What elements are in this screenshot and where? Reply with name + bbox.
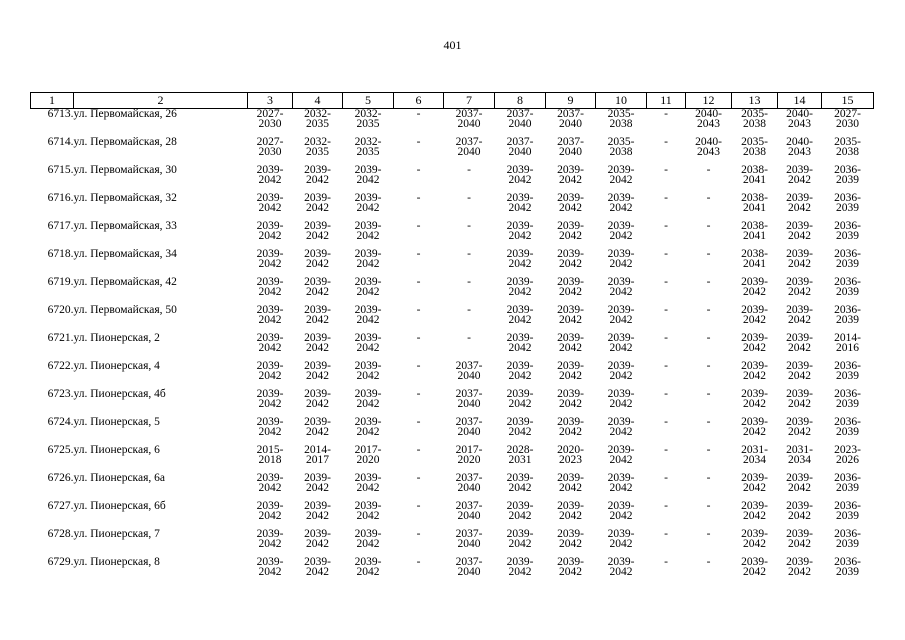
value-cell: - [664, 276, 668, 288]
value-cell: 2039- 2042 [607, 220, 635, 242]
column-header: 7 [444, 93, 495, 109]
value-cell: 2036- 2039 [834, 388, 861, 410]
value-cell: - [706, 500, 711, 512]
value-cell: 2039- 2042 [304, 528, 331, 550]
value-cell: 2039- 2042 [786, 164, 813, 186]
value-cell: 2020- 2023 [557, 444, 584, 466]
value-cell: 2027- 2030 [256, 108, 284, 130]
value-cell: 2039- 2042 [354, 304, 382, 326]
value-cell: - [664, 220, 668, 232]
value-cell: 2039- 2042 [304, 388, 331, 410]
value-cell: 2039- 2042 [506, 304, 534, 326]
value-cell: 2039- 2042 [786, 360, 813, 382]
row-number: 6718. [47, 248, 74, 260]
value-cell: 2039- 2042 [304, 248, 331, 270]
value-cell: 2037- 2040 [455, 108, 483, 130]
column-header: 3 [248, 93, 293, 109]
value-cell: 2039- 2042 [506, 416, 534, 438]
value-cell: 2040- 2043 [695, 108, 722, 130]
table-row [31, 221, 874, 249]
value-cell: 2032- 2035 [304, 108, 331, 130]
value-cell: 2032- 2035 [354, 108, 382, 130]
value-cell: 2037- 2040 [455, 388, 483, 410]
value-cell: 2039- 2042 [506, 332, 534, 354]
address-cell: ул. Пионерская, 2 [73, 332, 160, 344]
value-cell: - [664, 108, 668, 120]
value-cell: 2037- 2040 [455, 472, 483, 494]
value-cell: 2039- 2042 [354, 528, 382, 550]
address-cell: ул. Первомайская, 42 [73, 276, 177, 288]
value-cell: 2039- 2042 [354, 276, 382, 298]
value-cell: - [706, 444, 711, 456]
value-cell: 2039- 2042 [506, 248, 534, 270]
value-cell: 2039- 2042 [506, 556, 534, 578]
value-cell: 2035- 2038 [607, 136, 635, 158]
value-cell: 2036- 2039 [834, 500, 861, 522]
address-cell: ул. Первомайская, 32 [73, 192, 177, 204]
value-cell: 2039- 2042 [304, 276, 331, 298]
row-number: 6717. [47, 220, 74, 232]
value-cell: 2017- 2020 [455, 444, 483, 466]
value-cell: 2039- 2042 [304, 192, 331, 214]
value-cell: 2027- 2030 [834, 108, 861, 130]
address-cell: ул. Пионерская, 7 [73, 528, 160, 540]
value-cell: 2031- 2034 [786, 444, 813, 466]
value-cell: 2039- 2042 [256, 248, 284, 270]
column-header: 10 [596, 93, 647, 109]
value-cell: 2039- 2042 [557, 304, 584, 326]
value-cell: 2039- 2042 [304, 360, 331, 382]
value-cell: 2040- 2043 [786, 108, 813, 130]
value-cell: - [706, 164, 711, 176]
value-cell: - [664, 416, 668, 428]
value-cell: 2039- 2042 [354, 556, 382, 578]
value-cell: - [416, 528, 421, 540]
address-cell: ул. Пионерская, 6 [73, 444, 160, 456]
table-row [31, 417, 874, 445]
value-cell: - [416, 192, 421, 204]
value-cell: 2036- 2039 [834, 416, 861, 438]
value-cell: 2036- 2039 [834, 528, 861, 550]
value-cell: - [416, 108, 421, 120]
value-cell: 2036- 2039 [834, 220, 861, 242]
row-number: 6728. [47, 528, 74, 540]
row-number: 6722. [47, 360, 74, 372]
value-cell: 2039- 2042 [304, 416, 331, 438]
value-cell: - [664, 332, 668, 344]
table-row [31, 445, 874, 473]
row-number: 6720. [47, 304, 74, 316]
value-cell: 2039- 2042 [786, 528, 813, 550]
column-header: 15 [822, 93, 874, 109]
value-cell: - [706, 192, 711, 204]
value-cell: 2039- 2042 [607, 248, 635, 270]
value-cell: - [706, 528, 711, 540]
value-cell: 2039- 2042 [256, 528, 284, 550]
value-cell: 2037- 2040 [455, 416, 483, 438]
value-cell: 2037- 2040 [455, 556, 483, 578]
value-cell: - [416, 164, 421, 176]
value-cell: - [664, 388, 668, 400]
value-cell: - [706, 248, 711, 260]
row-number: 6714. [47, 136, 74, 148]
value-cell: 2039- 2042 [607, 276, 635, 298]
value-cell: 2039- 2042 [607, 444, 635, 466]
table-row [31, 249, 874, 277]
value-cell: - [416, 304, 421, 316]
value-cell: 2039- 2042 [256, 472, 284, 494]
value-cell: 2039- 2042 [354, 220, 382, 242]
value-cell: 2039- 2042 [607, 472, 635, 494]
value-cell: 2039- 2042 [256, 164, 284, 186]
value-cell: 2028- 2031 [506, 444, 534, 466]
value-cell: 2015- 2018 [256, 444, 284, 466]
value-cell: 2039- 2042 [607, 416, 635, 438]
value-cell: 2027- 2030 [256, 136, 284, 158]
value-cell: 2039- 2042 [354, 248, 382, 270]
value-cell: 2039- 2042 [786, 276, 813, 298]
value-cell: 2039- 2042 [256, 276, 284, 298]
value-cell: 2039- 2042 [741, 332, 768, 354]
value-cell: 2038- 2041 [741, 164, 768, 186]
value-cell: 2017- 2020 [354, 444, 382, 466]
value-cell: 2039- 2042 [304, 220, 331, 242]
value-cell: 2039- 2042 [557, 276, 584, 298]
value-cell: - [467, 248, 471, 260]
value-cell: 2039- 2042 [607, 332, 635, 354]
row-number: 6725. [47, 444, 74, 456]
value-cell: 2039- 2042 [304, 304, 331, 326]
value-cell: 2040- 2043 [695, 136, 722, 158]
value-cell: 2039- 2042 [256, 360, 284, 382]
address-cell: ул. Пионерская, 4 [73, 360, 160, 372]
value-cell: 2039- 2042 [786, 500, 813, 522]
value-cell: - [664, 164, 668, 176]
value-cell: 2039- 2042 [607, 360, 635, 382]
row-number: 6719. [47, 276, 74, 288]
value-cell: 2039- 2042 [786, 248, 813, 270]
value-cell: - [664, 192, 668, 204]
value-cell: 2038- 2041 [741, 248, 768, 270]
row-number: 6727. [47, 500, 74, 512]
value-cell: 2035- 2038 [741, 136, 768, 158]
value-cell: 2039- 2042 [354, 416, 382, 438]
value-cell: - [467, 276, 471, 288]
table-row [31, 165, 874, 193]
value-cell: - [416, 220, 421, 232]
value-cell: 2039- 2042 [354, 332, 382, 354]
column-header: 8 [495, 93, 546, 109]
value-cell: - [664, 304, 668, 316]
value-cell: - [467, 164, 471, 176]
value-cell: 2040- 2043 [786, 136, 813, 158]
value-cell: 2039- 2042 [256, 500, 284, 522]
address-cell: ул. Первомайская, 26 [73, 108, 177, 120]
value-cell: 2014- 2017 [304, 444, 331, 466]
value-cell: 2039- 2042 [607, 528, 635, 550]
value-cell: 2039- 2042 [557, 388, 584, 410]
address-cell: ул. Пионерская, 6б [73, 500, 166, 512]
value-cell: 2039- 2042 [741, 388, 768, 410]
value-cell: 2039- 2042 [786, 192, 813, 214]
value-cell: 2014- 2016 [834, 332, 861, 354]
row-number: 6723. [47, 388, 74, 400]
value-cell: 2039- 2042 [354, 388, 382, 410]
address-cell: ул. Пионерская, 5 [73, 416, 160, 428]
value-cell: 2036- 2039 [834, 304, 861, 326]
value-cell: 2035- 2038 [741, 108, 768, 130]
value-cell: 2039- 2042 [506, 500, 534, 522]
value-cell: 2039- 2042 [304, 332, 331, 354]
value-cell: 2037- 2040 [557, 136, 584, 158]
address-cell: ул. Пионерская, 8 [73, 556, 160, 568]
value-cell: 2039- 2042 [741, 304, 768, 326]
value-cell: 2035- 2038 [607, 108, 635, 130]
value-cell: 2036- 2039 [834, 472, 861, 494]
row-number: 6715. [47, 164, 74, 176]
value-cell: 2039- 2042 [557, 332, 584, 354]
column-header: 12 [686, 93, 732, 109]
value-cell: 2037- 2040 [455, 360, 483, 382]
value-cell: - [664, 444, 668, 456]
column-header: 9 [546, 93, 596, 109]
value-cell: 2039- 2042 [557, 164, 584, 186]
column-header: 5 [343, 93, 394, 109]
value-cell: - [706, 472, 711, 484]
value-cell: 2039- 2042 [607, 164, 635, 186]
value-cell: - [467, 192, 471, 204]
value-cell: 2039- 2042 [607, 500, 635, 522]
value-cell: - [416, 416, 421, 428]
value-cell: 2039- 2042 [557, 360, 584, 382]
table-row [31, 137, 874, 165]
value-cell: 2039- 2042 [741, 556, 768, 578]
value-cell: 2039- 2042 [256, 192, 284, 214]
row-number: 6729. [47, 556, 74, 568]
value-cell: 2039- 2042 [786, 416, 813, 438]
value-cell: 2039- 2042 [506, 164, 534, 186]
value-cell: 2037- 2040 [455, 528, 483, 550]
value-cell: 2039- 2042 [506, 220, 534, 242]
table-row [31, 389, 874, 417]
value-cell: - [664, 500, 668, 512]
value-cell: - [706, 276, 711, 288]
value-cell: - [416, 500, 421, 512]
value-cell: 2039- 2042 [256, 220, 284, 242]
table-row [31, 361, 874, 389]
value-cell: 2039- 2042 [506, 192, 534, 214]
value-cell: 2039- 2042 [557, 500, 584, 522]
column-header: 13 [732, 93, 778, 109]
address-cell: ул. Пионерская, 4б [73, 388, 166, 400]
value-cell: 2039- 2042 [607, 556, 635, 578]
value-cell: - [467, 220, 471, 232]
value-cell: - [664, 528, 668, 540]
value-cell: 2039- 2042 [256, 416, 284, 438]
address-cell: ул. Пионерская, 6а [73, 472, 165, 484]
value-cell: 2039- 2042 [786, 304, 813, 326]
value-cell: 2039- 2042 [506, 276, 534, 298]
value-cell: 2039- 2042 [557, 528, 584, 550]
value-cell: - [416, 248, 421, 260]
value-cell: - [706, 304, 711, 316]
address-cell: ул. Первомайская, 30 [73, 164, 177, 176]
table-row [31, 333, 874, 361]
value-cell: 2036- 2039 [834, 360, 861, 382]
value-cell: 2039- 2042 [304, 500, 331, 522]
value-cell: 2039- 2042 [354, 164, 382, 186]
value-cell: 2037- 2040 [557, 108, 584, 130]
table-row [31, 277, 874, 305]
value-cell: 2039- 2042 [506, 472, 534, 494]
row-number: 6713. [47, 108, 74, 120]
column-header: 1 [31, 93, 74, 109]
value-cell: 2039- 2042 [741, 360, 768, 382]
value-cell: - [664, 248, 668, 260]
value-cell: - [467, 304, 471, 316]
value-cell: 2039- 2042 [741, 276, 768, 298]
schedule-table [30, 92, 874, 585]
value-cell: - [706, 388, 711, 400]
value-cell: 2039- 2042 [354, 192, 382, 214]
value-cell: 2031- 2034 [741, 444, 768, 466]
value-cell: 2039- 2042 [607, 304, 635, 326]
value-cell: 2039- 2042 [786, 220, 813, 242]
value-cell: - [706, 556, 711, 568]
table-row [31, 557, 874, 585]
value-cell: - [416, 276, 421, 288]
value-cell: - [664, 360, 668, 372]
value-cell: - [416, 472, 421, 484]
value-cell: - [706, 220, 711, 232]
value-cell: - [664, 136, 668, 148]
value-cell: 2039- 2042 [557, 192, 584, 214]
table-row [31, 193, 874, 221]
value-cell: 2039- 2042 [256, 304, 284, 326]
value-cell: 2039- 2042 [256, 388, 284, 410]
value-cell: 2039- 2042 [506, 388, 534, 410]
value-cell: 2039- 2042 [304, 472, 331, 494]
value-cell: 2039- 2042 [557, 220, 584, 242]
value-cell: 2036- 2039 [834, 276, 861, 298]
value-cell: 2039- 2042 [354, 360, 382, 382]
value-cell: 2038- 2041 [741, 220, 768, 242]
row-number: 6716. [47, 192, 74, 204]
value-cell: 2038- 2041 [741, 192, 768, 214]
value-cell: - [416, 332, 421, 344]
value-cell: 2036- 2039 [834, 248, 861, 270]
value-cell: 2039- 2042 [607, 192, 635, 214]
value-cell: 2039- 2042 [256, 556, 284, 578]
table-row [31, 473, 874, 501]
value-cell: 2036- 2039 [834, 192, 861, 214]
value-cell: 2039- 2042 [786, 556, 813, 578]
table-row [31, 529, 874, 557]
value-cell: 2039- 2042 [557, 472, 584, 494]
value-cell: - [664, 556, 668, 568]
value-cell: - [416, 360, 421, 372]
value-cell: 2035- 2038 [834, 136, 861, 158]
value-cell: 2023- 2026 [834, 444, 861, 466]
column-header: 14 [778, 93, 822, 109]
value-cell: 2036- 2039 [834, 164, 861, 186]
value-cell: - [416, 136, 421, 148]
row-number: 6721. [47, 332, 74, 344]
column-header: 2 [74, 93, 248, 109]
table-row [31, 109, 874, 138]
value-cell: 2039- 2042 [304, 164, 331, 186]
value-cell: 2037- 2040 [455, 136, 483, 158]
column-header: 4 [293, 93, 343, 109]
value-cell: 2039- 2042 [741, 416, 768, 438]
table-row [31, 501, 874, 529]
value-cell: 2039- 2042 [506, 528, 534, 550]
value-cell: 2039- 2042 [786, 332, 813, 354]
value-cell: - [416, 388, 421, 400]
value-cell: 2039- 2042 [304, 556, 331, 578]
value-cell: 2037- 2040 [506, 136, 534, 158]
value-cell: 2037- 2040 [455, 500, 483, 522]
value-cell: 2039- 2042 [557, 556, 584, 578]
value-cell: 2039- 2042 [741, 528, 768, 550]
value-cell: 2039- 2042 [786, 472, 813, 494]
value-cell: - [416, 556, 421, 568]
value-cell: - [467, 332, 471, 344]
value-cell: 2039- 2042 [741, 500, 768, 522]
address-cell: ул. Первомайская, 28 [73, 136, 177, 148]
address-cell: ул. Первомайская, 34 [73, 248, 177, 260]
header-row [31, 93, 874, 109]
value-cell: - [706, 332, 711, 344]
address-cell: ул. Первомайская, 50 [73, 304, 177, 316]
value-cell: 2039- 2042 [557, 416, 584, 438]
value-cell: 2039- 2042 [506, 360, 534, 382]
value-cell: 2039- 2042 [354, 500, 382, 522]
row-number: 6726. [47, 472, 74, 484]
value-cell: 2039- 2042 [741, 472, 768, 494]
row-number: 6724. [47, 416, 74, 428]
value-cell: 2039- 2042 [786, 388, 813, 410]
value-cell: - [706, 360, 711, 372]
table-row [31, 305, 874, 333]
value-cell: - [706, 416, 711, 428]
value-cell: 2039- 2042 [557, 248, 584, 270]
column-header: 11 [647, 93, 686, 109]
address-cell: ул. Первомайская, 33 [73, 220, 177, 232]
value-cell: 2039- 2042 [607, 388, 635, 410]
value-cell: - [416, 444, 421, 456]
value-cell: 2039- 2042 [256, 332, 284, 354]
value-cell: 2032- 2035 [304, 136, 331, 158]
page-number: 401 [443, 38, 462, 52]
value-cell: - [664, 472, 668, 484]
value-cell: 2039- 2042 [354, 472, 382, 494]
value-cell: 2032- 2035 [354, 136, 382, 158]
value-cell: 2037- 2040 [506, 108, 534, 130]
value-cell: 2036- 2039 [834, 556, 861, 578]
column-header: 6 [394, 93, 444, 109]
